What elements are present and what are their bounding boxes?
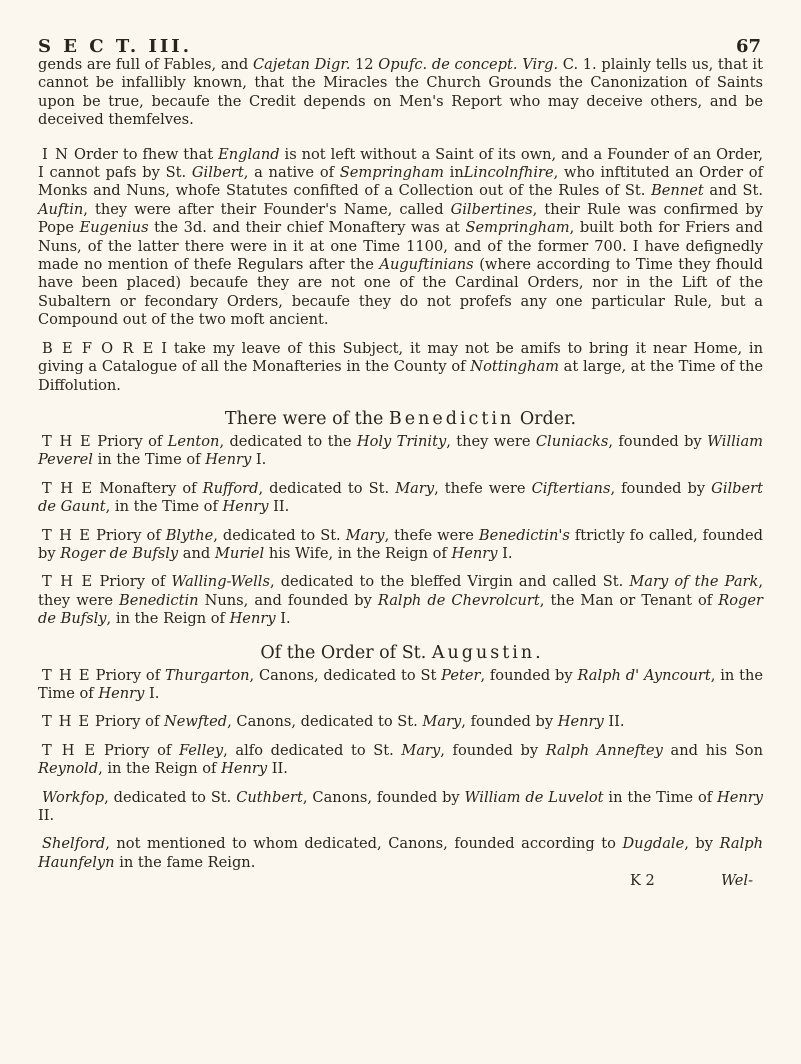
entry-felley: T H E Priory of Felley, alfo dedicated to St. Mary, founded by Ralph Anneftey and his Son Reynold, in the Reign of Henry II.	[38, 741, 763, 778]
entry-walling-wells: T H E Priory of Walling-Wells, dedicated to the bleffed Virgin and called St. Mary of the Park, they were Benedictin Nuns, and founded by Ralph de Chevrolcurt, the Man or Tenant of Roger de Bufsly, in the Reign of Henry I.	[38, 573, 763, 628]
paragraph-fables: gends are full of Fables, and Cajetan Digr. 12 Opufc. de concept. Virg. C. 1. plainly tells us, that it cannot be infallibly known, that the Miracles the Church Grounds the Canonization of Saints upon be true, becaufe the Credit depends on Men's Report who may deceive others, and be deceived themfelves.	[38, 56, 763, 129]
entry-newfted: T H E Priory of Newfted, Canons, dedicated to St. Mary, founded by Henry II.	[42, 713, 625, 731]
running-head	[38, 22, 763, 56]
entry-workfop: Workfop, dedicated to St. Cuthbert, Canons, founded by William de Luvelot in the Time of Henry II.	[38, 788, 764, 824]
paragraph-gilbert: I N Order to fhew that England is not left without a Saint of its own, and a Founder of an Order, I cannot pafs by St. Gilbert, a native of Sempringham inLincolnfhire, who inftituted an Order of Monks and Nuns, whofe Statutes confifted of a Collection out of the Rules of St. Bennet and St. Auftin, they were after their Founder's Name, called Gilbertines, their Rule was confirmed by Pope Eugenius the 3d. and their chief Monaftery was at Sempringham, built both for Friers and Nuns, of the latter there were in it at one Time 1100, and of the former 700. I have defignedly made no mention of thefe Regulars after the Auguftinians (where according to Time they fhould have been placed) becaufe they are not one of the Cardinal Orders, nor in the Lift of the Subaltern or fecondary Orders, becaufe they do not profefs any one particular Rule, but a Compound out of the two moft ancient.	[38, 145, 763, 329]
entry-lenton: T H E Priory of Lenton, dedicated to the Holy Trinity, they were Cluniacks, founded by William Peverel in the Time of Henry I.	[38, 432, 764, 469]
entry-rufford: T H E Monaftery of Rufford, dedicated to St. Mary, thefe were Ciftertians, founded by Gilbert de Gaunt, in the Time of Henry II.	[38, 479, 763, 516]
page-number: 67	[735, 36, 761, 57]
section-heading: S E C T. III.	[38, 36, 192, 57]
heading-augustin: Of the Order of St. Augustin.	[260, 642, 541, 663]
page-footer	[38, 872, 763, 892]
paragraph-catalogue: B E F O R E I take my leave of this Subject, it may not be amifs to bring it near Home, in giving a Catalogue of all the Monafteries in the County of Nottingham at large, at the Time of the Diffolution.	[38, 339, 763, 394]
entry-thurgarton: T H E Priory of Thurgarton, Canons, dedicated to St Peter, founded by Ralph d' Ayncourt, in the Time of Henry I.	[38, 666, 764, 702]
catchword: Wel-	[720, 872, 753, 890]
entry-blythe: T H E Priory of Blythe, dedicated to St. Mary, thefe were Benedictin's ftrictly fo called, founded by Roger de Bufsly and Muriel his Wife, in the Reign of Henry I.	[38, 526, 763, 562]
heading-benedictin: There were of the Benedictin Order.	[224, 408, 577, 429]
signature-mark: K 2	[630, 872, 655, 890]
entry-shelford: Shelford, not mentioned to whom dedicated, Canons, founded according to Dugdale, by Ralph Haunfelyn in the fame Reign.	[38, 835, 763, 871]
